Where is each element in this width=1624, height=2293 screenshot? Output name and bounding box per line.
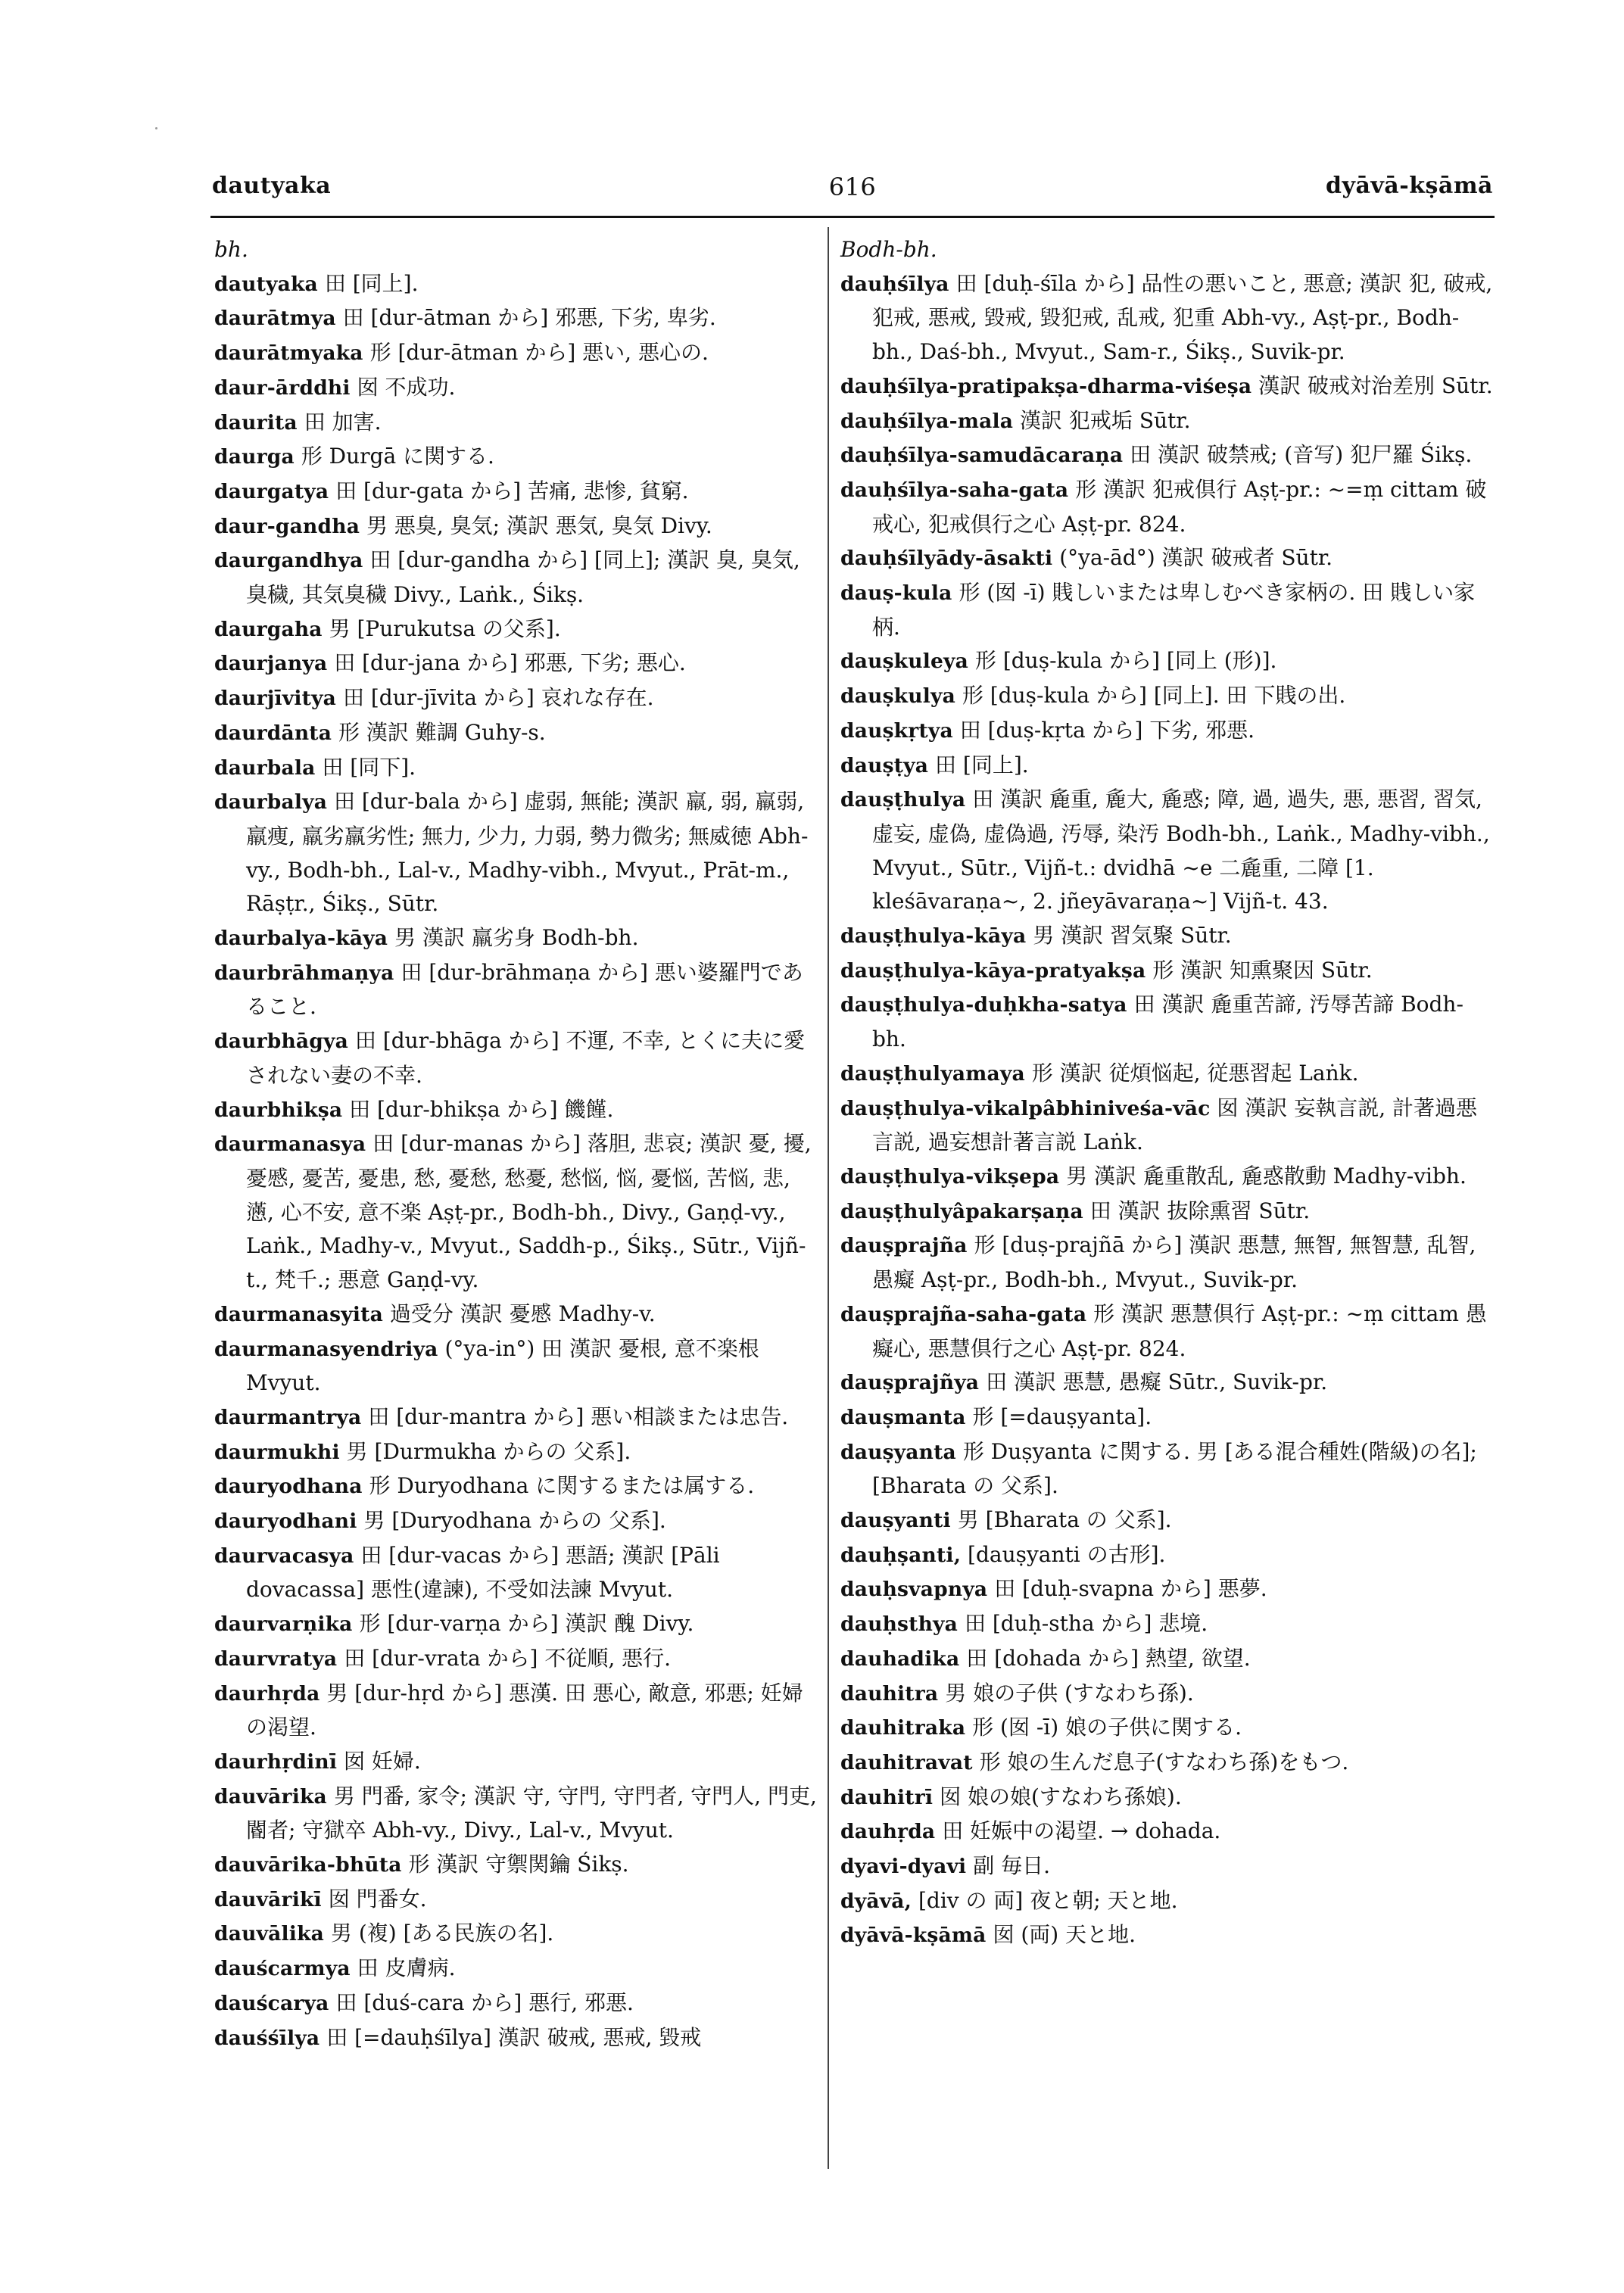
entry-headword: daurmanasya [214, 1132, 366, 1157]
left-column [214, 233, 818, 2055]
column-divider [828, 227, 829, 2169]
entry-definition: 田 [dur-ātman から] 邪悪, 下劣, 卑劣. [342, 305, 716, 331]
entry-definition: 形 Duṣyanta に関する. 男 [ある混合種姓(階級)の名]; [Bharata の 父系]. [872, 1438, 1477, 1499]
entry-headword: dauḥśīlya-mala [840, 409, 1014, 433]
entry-headword: dauhitra [840, 1681, 939, 1706]
entry-definition: 田 皮膚病. [357, 1955, 456, 1981]
dictionary-entry [840, 1400, 1495, 1435]
dictionary-entry [214, 1952, 818, 1986]
dictionary-entry [214, 267, 818, 302]
entry-headword: daurjanya [214, 652, 328, 676]
dictionary-entry [840, 473, 1495, 541]
entry-definition: 田 [duṣ-kṛta から] 下劣, 邪悪. [959, 717, 1255, 743]
entry-definition: 田 [dur-brāhmaṇa から] 悪い婆羅門であること. [246, 959, 803, 1020]
dictionary-entry [214, 440, 818, 475]
entry-definition: 田 漢訳 麁重苦諦, 汚辱苦諦 Bodh-bh. [872, 992, 1463, 1052]
dictionary-entry [840, 404, 1495, 439]
entry-headword: dauḥśīlya-pratipakṣa-dharma-viśeṣa [840, 374, 1252, 398]
entry-headword: daurātmyaka [214, 341, 363, 366]
entry-definition: [div の 両] 夜と朝; 天と地. [918, 1887, 1178, 1913]
dictionary-entry [214, 371, 818, 406]
entry-headword: dauṣṭhulyamaya [840, 1061, 1025, 1086]
entry-headword: dauṣṭhulya-vikṣepa [840, 1164, 1060, 1189]
entry-definition: 男 [Bharata の 父系]. [957, 1507, 1172, 1533]
entry-headword: daurbhāgya [214, 1030, 348, 1054]
dictionary-entry [840, 576, 1495, 644]
entry-definition: 形 漢訳 犯戒倶行 Aṣṭ-pr.: ~=ṃ cittam 破戒心, 犯戒倶行之心 Aṣṭ-pr. 824. [872, 476, 1487, 537]
dictionary-entry [840, 1607, 1495, 1642]
entry-headword: dauhitravat [840, 1750, 973, 1774]
entry-definition: 田 漢訳 悪慧, 愚癡 Sūtr., Suvik-pr. [986, 1369, 1328, 1395]
dictionary-entry [214, 336, 818, 371]
entry-definition: 田 [dur-manas から] 落胆, 悲哀; 漢訳 憂, 擾, 憂慼, 憂苦, 憂患, 愁, 憂愁, 愁憂, 愁悩, 悩, 憂悩, 苦悩, 悲, 懣, 心不安, 意不楽 Aṣṭ-pr., Bodh-bh., Divy., Gaṇḍ-vy., Laṅk., Madhy-v., Mvyut., Saddh-p., Śikṣ., Sūtr., Vijñ-t., 梵千.; 悪意 Gaṇḍ-vy. [246, 1131, 812, 1293]
entry-definition: 囡 娘の娘(すなわち孫娘). [940, 1784, 1182, 1809]
entry-definition: 田 [同上]. [324, 270, 419, 296]
entry-definition: 形 [duṣ-kula から] [同上]. 田 下賎の出. [962, 683, 1346, 709]
entry-headword: dauhṛda [840, 1820, 936, 1844]
entry-headword: dauḥsthya [840, 1612, 959, 1637]
entry-headword: dauṣṭhulya [840, 788, 966, 812]
entry-headword: daurdānta [214, 721, 332, 745]
entry-definition: 形 漢訳 守禦関鑰 Śikṣ. [408, 1852, 629, 1877]
dictionary-entry [840, 267, 1495, 369]
dictionary-entry [840, 1298, 1495, 1366]
dictionary-entry [214, 406, 818, 441]
page-number: 616 [828, 173, 877, 201]
entry-headword: daur-ārddhi [214, 375, 351, 400]
entry-definition: 男 [Durmukha からの 父系]. [346, 1438, 631, 1464]
header-right-guideword: dyāvā-kṣāmā [1326, 173, 1493, 199]
entry-headword: daurbrāhmaṇya [214, 961, 394, 985]
right-column [840, 233, 1495, 1953]
entry-headword: dyavi-dyavi [840, 1855, 967, 1879]
entry-headword: daurgaha [214, 617, 323, 641]
entry-definition: 形 [dur-ātman から] 悪い, 悪心の. [369, 340, 709, 366]
dictionary-entry [214, 1435, 818, 1470]
entry-headword: dauṣkulya [840, 684, 955, 709]
dictionary-entry [214, 1642, 818, 1677]
entry-definition: 田 妊娠中の渇望. → dohada. [942, 1818, 1221, 1844]
entry-definition: 田 漢訳 抜除熏習 Sūtr. [1089, 1198, 1311, 1223]
dictionary-entry [840, 1538, 1495, 1573]
entry-definition: 囡 妊婦. [344, 1748, 421, 1774]
entry-definition: 田 [dur-vacas から] 悪語; 漢訳 [Pāli dovacassa] 悪性(違諫), 不受如法諫 Mvyut. [246, 1542, 720, 1603]
entry-headword: dauścarmya [214, 1957, 351, 1981]
entry-definition: 男 [Purukutsa の父系]. [329, 615, 561, 641]
entry-definition: 男 門番, 家令; 漢訳 守, 守門, 守門者, 守門人, 門吏, 閽者; 守獄卒 Abh-vy., Divy., Lal-v., Mvyut. [246, 1783, 817, 1843]
entry-definition: 形 [duṣ-prajñā から] 漢訳 悪慧, 無智, 無智慧, 乱智, 愚癡 Aṣṭ-pr., Bodh-bh., Mvyut., Suvik-pr. [872, 1232, 1476, 1293]
entry-definition: 田 [duḥ-svapna から] 悪夢. [994, 1576, 1267, 1602]
entry-headword: dauṣprajñya [840, 1371, 980, 1395]
entry-definition: 囡 不成功. [357, 374, 456, 400]
dictionary-entry [840, 1160, 1495, 1195]
entry-headword: dauṣprajña [840, 1234, 968, 1258]
entry-headword: dauṣkuleya [840, 650, 969, 674]
dictionary-entry [214, 1024, 818, 1092]
entry-headword: dauṣṭhulya-vikalpâbhiniveśa-vāc [840, 1096, 1211, 1120]
entry-headword: dauhitrī [840, 1785, 934, 1809]
entry-headword: dauśśīlya [214, 2026, 320, 2050]
dictionary-entry [214, 1780, 818, 1848]
entry-definition: 男 [Duryodhana からの 父系]. [363, 1508, 666, 1534]
running-header [212, 173, 1493, 209]
entry-definition: 田 [=dauḥśīlya] 漢訳 破戒, 悪戒, 毀戒 [326, 2024, 702, 2050]
entry-definition: Bodh-bh. [840, 237, 937, 262]
entry-headword: dauṣṭhulya-kāya [840, 924, 1027, 949]
entry-headword: daurbalya [214, 790, 328, 815]
entry-headword: dauvārika-bhūta [214, 1853, 402, 1877]
entry-definition: 形 [duṣ-kula から] [同上 (形)]. [974, 648, 1277, 674]
entry-headword: daurvarṇika [214, 1612, 353, 1637]
dictionary-entry [214, 1469, 818, 1504]
entry-definition: 囡 漢訳 妄執言説, 計著過悪言説, 過妄想計著言説 Laṅk. [872, 1095, 1478, 1155]
dictionary-entry [840, 1572, 1495, 1607]
entry-definition: 過受分 漢訳 憂慼 Madhy-v. [389, 1301, 656, 1326]
entry-definition: 田 [dur-gandha から] [同上]; 漢訳 臭, 臭気, 臭穢, 其気臭穢 Divy., Laṅk., Śikṣ. [246, 547, 800, 608]
dictionary-entry [214, 509, 818, 544]
dictionary-entry [214, 1127, 818, 1298]
entry-definition: 田 [dohada から] 熱望, 欲望. [966, 1645, 1251, 1671]
entry-definition: 形 (囡 -ī) 娘の子供に関する. [972, 1715, 1242, 1740]
entry-headword: dauryodhani [214, 1509, 357, 1534]
entry-definition: 副 毎日. [973, 1853, 1051, 1879]
entry-headword: dauḥśīlya-samudācaraṇa [840, 444, 1124, 468]
entry-definition: 田 [dur-mantra から] 悪い相談または忠告. [368, 1404, 789, 1429]
dictionary-entry [214, 1917, 818, 1952]
dictionary-entry [840, 541, 1495, 576]
entry-headword: daurga [214, 445, 295, 469]
entry-definition: 形 (囡 -ī) 賎しいまたは卑しむべき家柄の. 田 賎しい家柄. [872, 580, 1476, 640]
dictionary-entry [214, 1848, 818, 1883]
entry-definition: 男 娘の子供 (すなわち孫). [945, 1680, 1194, 1706]
entry-definition: 田 [dur-jana から] 邪悪, 下劣; 悪心. [334, 650, 686, 676]
entry-headword: daurhṛdinī [214, 1749, 338, 1774]
scan-speck [155, 127, 157, 129]
entry-definition: 形 漢訳 悪慧倶行 Aṣṭ-pr.: ~ṃ cittam 愚癡心, 悪慧倶行之心 Aṣṭ-pr. 824. [872, 1301, 1487, 1361]
entry-definition: 男 [dur-hṛd から] 悪漢. 田 悪心, 敵意, 邪悪; 妊婦の渇望. [246, 1680, 803, 1740]
entry-definition: 男 (複) [ある民族の名]. [330, 1921, 554, 1946]
dictionary-entry [214, 921, 818, 956]
entry-headword: daurbala [214, 756, 316, 780]
entry-headword: dauṣkṛtya [840, 718, 953, 743]
entry-definition: 田 [duḥ-stha から] 悲境. [964, 1611, 1208, 1637]
entry-headword: daurbalya-kāya [214, 927, 388, 951]
entry-definition: 男 漢訳 麁重散乱, 麁惑散動 Madhy-vibh. [1066, 1163, 1467, 1189]
entry-definition: 形 [=dauṣyanta]. [972, 1404, 1152, 1429]
entry-definition: 形 漢訳 従煩悩起, 従悪習起 Laṅk. [1031, 1060, 1359, 1086]
entry-definition: 田 漢訳 麁重, 麁大, 麁惑; 障, 過, 過失, 悪, 悪習, 習気, 虚妄, 虚偽, 虚偽過, 汚辱, 染汚 Bodh-bh., Laṅk., Madhy-vibh., Mvyut., Sūtr., Vijñ-t.: dvidhā ~e 二麁重, 二障 [1. kleśāvaraṇa~, 2. jñeyāvaraṇa~] Vijñ-t. 43. [872, 787, 1490, 914]
dictionary-entry [840, 1918, 1495, 1953]
dictionary-entry [214, 1745, 818, 1780]
entry-headword: dauṣṭhulya-duḥkha-satya [840, 993, 1127, 1017]
entry-headword: dauvārikī [214, 1887, 322, 1911]
dictionary-entry [840, 1884, 1495, 1919]
entry-headword: daurmanasyita [214, 1302, 383, 1326]
entry-definition: 漢訳 破戒対治差別 Sūtr. [1258, 372, 1493, 398]
entry-headword: dauvālika [214, 1922, 325, 1946]
entry-definition: bh. [214, 237, 248, 262]
dictionary-entry [840, 1677, 1495, 1712]
entry-headword: dauhadika [840, 1647, 960, 1671]
entry-headword: daurita [214, 410, 298, 435]
dictionary-entry [214, 716, 818, 751]
header-rule [210, 216, 1495, 218]
entry-definition: 田 [同上]. [935, 752, 1029, 777]
dictionary-entry [214, 1093, 818, 1128]
entry-headword: dauṣṭhulyâpakarṣaṇa [840, 1199, 1083, 1223]
dictionary-entry [840, 233, 1495, 267]
dictionary-entry [840, 1849, 1495, 1884]
dictionary-entry [214, 1677, 818, 1745]
dictionary-entry [840, 1711, 1495, 1746]
dictionary-entry [214, 751, 818, 786]
entry-definition: 田 [dur-jīvita から] 哀れな存在. [342, 685, 654, 711]
entry-headword: daurmanasyendriya [214, 1337, 438, 1361]
entry-headword: dautyaka [214, 272, 318, 296]
entry-definition: 囡 (両) 天と地. [993, 1922, 1136, 1948]
entry-definition: 形 漢訳 難調 Guhy-s. [338, 719, 546, 745]
dictionary-entry [214, 1504, 818, 1539]
dictionary-entry [214, 1298, 818, 1332]
dictionary-entry [214, 646, 818, 681]
entry-definition: 田 [dur-gata から] 苦痛, 悲惨, 貧窮. [335, 478, 689, 503]
entry-definition: 田 [dur-bhikṣa から] 饑饉. [349, 1096, 614, 1122]
dictionary-entry [840, 1229, 1495, 1297]
entry-headword: dauḥśīlya [840, 272, 949, 296]
dictionary-entry [214, 1986, 818, 2021]
entry-definition: 形 娘の生んだ息子(すなわち孫)をもつ. [979, 1749, 1349, 1774]
entry-headword: daurbhikṣa [214, 1098, 343, 1122]
entry-definition: 囡 門番女. [328, 1886, 427, 1911]
dictionary-entry [214, 301, 818, 336]
entry-definition: [dauṣyanti の古形]. [968, 1541, 1166, 1567]
entry-definition: 男 漢訳 習気聚 Sūtr. [1033, 923, 1232, 949]
entry-headword: dyāvā, [840, 1889, 912, 1913]
dictionary-entry [214, 681, 818, 716]
entry-headword: daurātmya [214, 307, 336, 331]
entry-headword: dauṣprajña-saha-gata [840, 1302, 1087, 1326]
entry-headword: dauṣṭya [840, 753, 929, 777]
dictionary-entry [214, 785, 818, 921]
entry-definition: (°ya-ād°) 漢訳 破戒者 Sūtr. [1059, 545, 1333, 571]
entry-headword: dauṣṭhulya-kāya-pratyakṣa [840, 958, 1146, 983]
entry-headword: dyāvā-kṣāmā [840, 1924, 987, 1948]
entry-headword: dauṣyanti [840, 1509, 951, 1533]
entry-headword: daurmukhi [214, 1440, 340, 1464]
entry-definition: 田 [duś-cara から] 悪行, 邪悪. [335, 1989, 634, 2015]
entry-definition: 漢訳 犯戒垢 Sūtr. [1020, 407, 1191, 433]
entry-headword: dauḥśīlya-saha-gata [840, 478, 1069, 502]
entry-definition: 男 悪臭, 臭気; 漢訳 悪気, 臭気 Divy. [366, 512, 712, 538]
entry-definition: 形 Duryodhana に関するまたは属する. [369, 1473, 755, 1499]
entry-headword: daurgatya [214, 479, 329, 503]
dictionary-entry [840, 644, 1495, 679]
entry-headword: daur-gandha [214, 514, 360, 538]
entry-definition: (°ya-in°) 田 漢訳 憂根, 意不楽根 Mvyut. [246, 1335, 759, 1396]
entry-headword: dauṣ-kula [840, 581, 952, 606]
entry-headword: daurhṛda [214, 1681, 320, 1706]
dictionary-entry [840, 369, 1495, 404]
entry-headword: daurjīvitya [214, 687, 337, 711]
entry-headword: dauṣyanta [840, 1440, 956, 1464]
dictionary-entry [214, 233, 818, 267]
dictionary-entry [214, 475, 818, 509]
dictionary-entry [840, 749, 1495, 784]
dictionary-entry [214, 2021, 818, 2056]
dictionary-entry [840, 1815, 1495, 1849]
entry-headword: daurmantrya [214, 1405, 362, 1429]
entry-definition: 田 加害. [304, 409, 382, 435]
entry-definition: 田 [dur-vrata から] 不従順, 悪行. [344, 1645, 672, 1671]
dictionary-entry [840, 1781, 1495, 1815]
entry-headword: dauryodhana [214, 1475, 363, 1499]
entry-headword: dauvārika [214, 1784, 327, 1809]
dictionary-entry [214, 612, 818, 647]
dictionary-entry [840, 679, 1495, 714]
entry-headword: dauścarya [214, 1991, 329, 2015]
dictionary-entry [840, 438, 1495, 473]
entry-headword: dauḥsvapnya [840, 1578, 988, 1602]
dictionary-entry [214, 1539, 818, 1607]
entry-headword: dauḥśīlyādy-āsakti [840, 547, 1053, 571]
dictionary-entry [840, 1057, 1495, 1092]
dictionary-entry [840, 954, 1495, 989]
entry-definition: 田 [dur-bhāga から] 不運, 不幸, とくに夫に愛されない妻の不幸. [246, 1028, 806, 1088]
entry-headword: daurvratya [214, 1647, 338, 1671]
entry-headword: dauṣmanta [840, 1405, 966, 1429]
dictionary-entry [214, 956, 818, 1024]
dictionary-entry [840, 1195, 1495, 1229]
entry-definition: 田 漢訳 破禁戒; (音写) 犯尸羅 Śikṣ. [1130, 442, 1473, 468]
dictionary-entry [840, 1503, 1495, 1538]
entry-definition: 田 [duḥ-śīla から] 品性の悪いこと, 悪意; 漢訳 犯, 破戒, 犯戒, 悪戒, 毀戒, 毀犯戒, 乱戒, 犯重 Abh-vy., Aṣṭ-pr., Bodh-bh., Daś-bh., Mvyut., Sam-r., Śikṣ., Suvik-pr. [872, 270, 1493, 365]
dictionary-entry [840, 714, 1495, 749]
dictionary-entry [840, 1366, 1495, 1400]
entry-headword: dauḥṣanti, [840, 1543, 962, 1567]
dictionary-entry [840, 1746, 1495, 1781]
dictionary-entry [840, 988, 1495, 1056]
entry-definition: 形 漢訳 知熏聚因 Sūtr. [1152, 957, 1373, 983]
dictionary-entry [840, 1435, 1495, 1503]
dictionary-entry [214, 1883, 818, 1918]
header-left-guideword: dautyaka [212, 173, 332, 199]
dictionary-entry [214, 1332, 818, 1400]
entry-definition: 男 漢訳 羸劣身 Bodh-bh. [394, 925, 639, 951]
dictionary-entry [214, 1607, 818, 1642]
entry-definition: 形 [dur-varṇa から] 漢訳 醜 Divy. [359, 1611, 694, 1637]
entry-definition: 田 [同下]. [322, 754, 416, 780]
entry-definition: 形 Durgā に関する. [301, 444, 494, 469]
entry-definition: 田 [dur-bala から] 虚弱, 無能; 漢訳 羸, 弱, 羸弱, 羸痩, 羸劣羸劣性; 無力, 少力, 力弱, 勢力微劣; 無威徳 Abh-vy., Bodh-bh., Lal-v., Madhy-vibh., Mvyut., Prāt-m., Rāṣṭr., Śikṣ., Sūtr. [246, 789, 809, 917]
dictionary-entry [840, 1092, 1495, 1160]
dictionary-entry [214, 544, 818, 612]
dictionary-entry [840, 1642, 1495, 1677]
dictionary-entry [840, 783, 1495, 919]
dictionary-entry [840, 919, 1495, 954]
dictionary-entry [214, 1400, 818, 1435]
entry-headword: daurgandhya [214, 549, 363, 573]
entry-headword: dauhitraka [840, 1716, 966, 1740]
entry-headword: daurvacasya [214, 1544, 354, 1568]
